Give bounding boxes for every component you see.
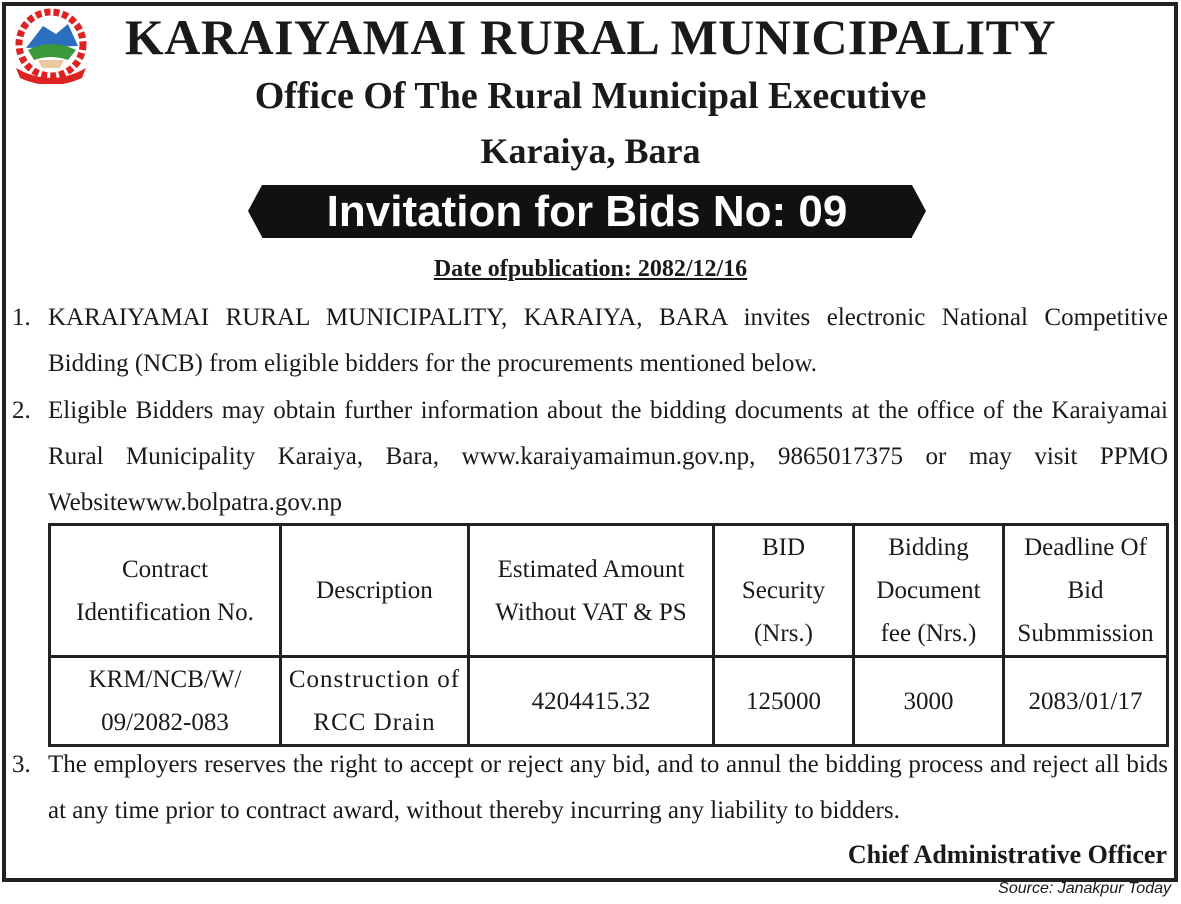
cell: 2083/01/17 [1004,657,1168,746]
cell: 3000 [854,657,1004,746]
col-header: BID Security (Nrs.) [714,525,854,657]
col-header: Bidding Document fee (Nrs.) [854,525,1004,657]
source-credit: Source: Janakpur Today [998,880,1171,897]
cell: Construction of RCC Drain [281,657,469,746]
office-subtitle: Office Of The Rural Municipal Executive [254,75,927,117]
list-item [12,742,1168,834]
col-header: Description [281,525,469,657]
item-text: Eligible Bidders may obtain further information about the bidding documents at the office of the Karaiyamai Rural Municipality Karaiya, Bara, www.karaiyamaimun.gov.np, 9865017375 or may visit PPMO Websitewww.bolpatra.gov.np [48,397,1168,516]
publication-date: Date ofpublication: 2082/12/16 [433,256,748,282]
item-number: 3. [12,751,31,778]
cell: 4204415.32 [469,657,714,746]
list-item [12,388,1168,526]
col-header: Deadline Of Bid Submmission [1004,525,1168,657]
signatory: Chief Administrative Officer [847,840,1167,869]
cell: KRM/NCB/W/ 09/2082-083 [50,657,281,746]
item-number: 1. [12,304,31,331]
location: Karaiya, Bara [480,131,701,171]
table-header-row [50,525,1168,657]
table-row [50,657,1168,746]
col-header: Estimated Amount Without VAT & PS [469,525,714,657]
bid-table [48,523,1169,747]
item-number: 2. [12,397,31,424]
col-header: Contract Identification No. [50,525,281,657]
bid-banner: Invitation for Bids No: 09 [262,185,912,238]
cell: 125000 [714,657,854,746]
item-text: The employers reserves the right to accept or reject any bid, and to annul the bidding process and reject all bids at any time prior to contract award, without thereby incurring any liability to bidders. [48,751,1168,824]
item-text: KARAIYAMAI RURAL MUNICIPALITY, KARAIYA, BARA invites electronic National Competitive Bidding (NCB) from eligible bidders for the procurements mentioned below. [48,304,1168,377]
list-item [12,295,1168,387]
municipality-title: KARAIYAMAI RURAL MUNICIPALITY [124,9,1057,65]
